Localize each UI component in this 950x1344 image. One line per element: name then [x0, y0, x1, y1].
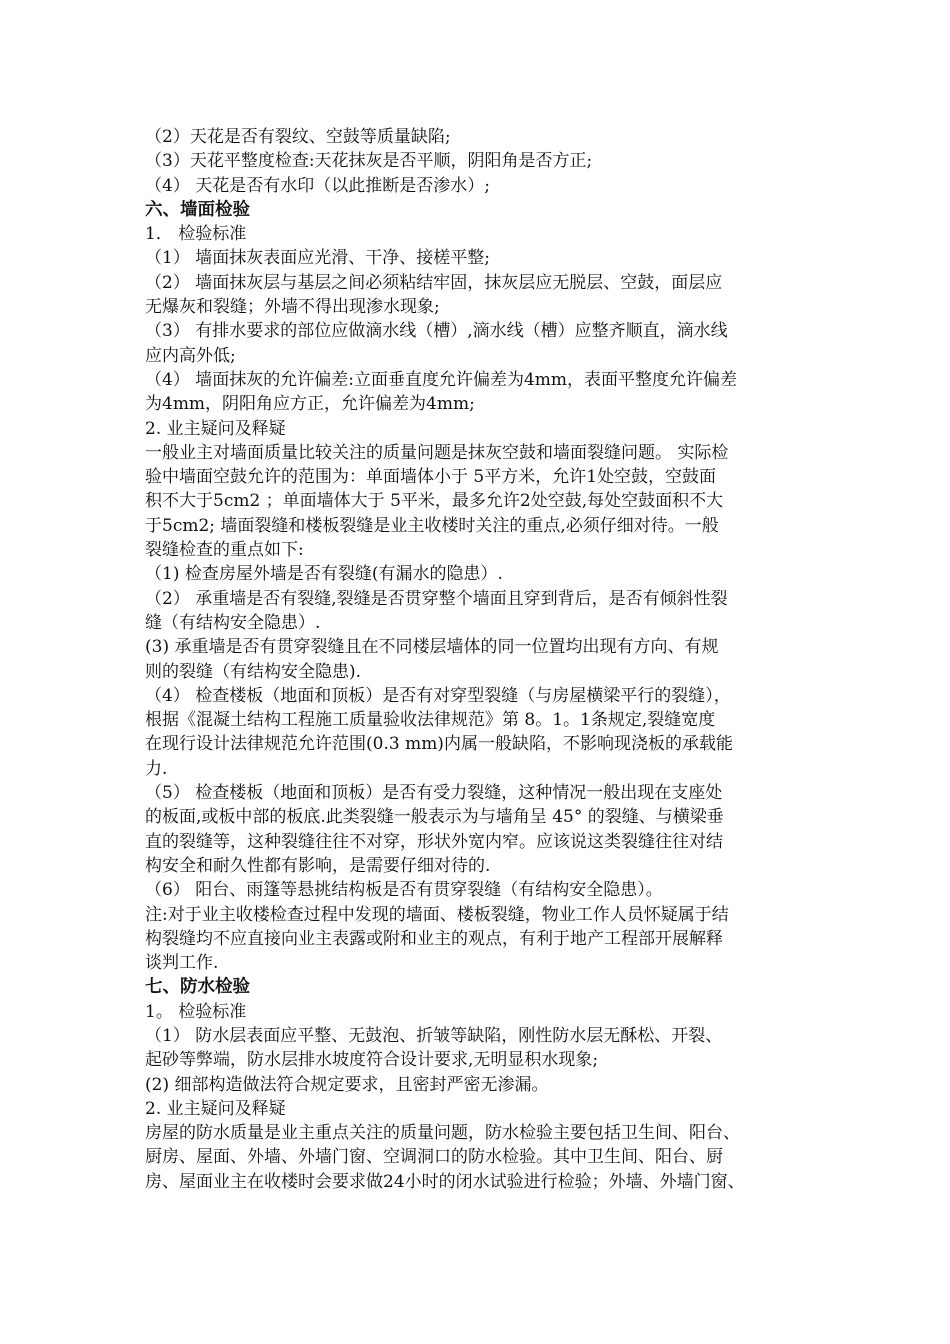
text-line: 房屋的防水质量是业主重点关注的质量问题，防水检验主要包括卫生间、阳台、	[145, 1123, 740, 1144]
text-line: 于5cm2; 墙面裂缝和楼板裂缝是业主收楼时关注的重点,必须仔细对待。一般	[145, 515, 719, 536]
text-line: （1） 防水层表面应平整、无鼓泡、折皱等缺陷，刚性防水层无酥松、开裂、	[145, 1025, 723, 1046]
text-line: 1。 检验标准	[145, 1001, 247, 1022]
text-line: 2. 业主疑问及释疑	[145, 1098, 286, 1119]
text-line: 裂缝检查的重点如下:	[145, 540, 304, 561]
text-line: 起砂等弊端，防水层排水坡度符合设计要求,无明显积水现象;	[145, 1050, 599, 1071]
text-line: 缝（有结构安全隐患）.	[145, 612, 321, 633]
text-line: （4） 墙面抹灰的允许偏差:立面垂直度允许偏差为4mm，表面平整度允许偏差	[145, 369, 738, 390]
text-line: 应内高外低;	[145, 345, 236, 366]
text-line: 构裂缝均不应直接向业主表露或附和业主的观点，有利于地产工程部开展解释	[145, 928, 723, 949]
text-line: 验中墙面空鼓允许的范围为：单面墙体小于 5平方米，允许1处空鼓，空鼓面	[145, 467, 717, 488]
text-line: （3） 有排水要求的部位应做滴水线（槽）,滴水线（槽）应整齐顺直，滴水线	[145, 321, 728, 342]
text-line: （4） 检查楼板（地面和顶板）是否有对穿型裂缝（与房屋横梁平行的裂缝），	[145, 685, 731, 706]
text-line: 2. 业主疑问及释疑	[145, 418, 286, 439]
text-line: 1． 检验标准	[145, 224, 247, 245]
text-line: （2） 承重墙是否有裂缝,裂缝是否贯穿整个墙面且穿到背后，是否有倾斜性裂	[145, 588, 728, 609]
text-line: 注:对于业主收楼检查过程中发现的墙面、楼板裂缝，物业工作人员怀疑属于结	[145, 904, 729, 925]
text-line: 的板面,或板中部的板底.此类裂缝一般表示为与墙角呈 45° 的裂缝、与横梁垂	[145, 807, 724, 828]
text-line: 房、屋面业主在收楼时会要求做24小时的闭水试验进行检验；外墙、外墙门窗、	[145, 1171, 745, 1192]
text-line: （5） 检查楼板（地面和顶板）是否有受力裂缝，这种情况一般出现在支座处	[145, 783, 723, 804]
text-line: （6） 阳台、雨篷等悬挑结构板是否有贯穿裂缝（有结构安全隐患）。	[145, 880, 663, 901]
text-line: 则的裂缝（有结构安全隐患).	[145, 661, 362, 682]
section-heading: 六、墙面检验	[145, 199, 250, 220]
text-line: 力.	[145, 758, 168, 779]
text-line: 厨房、屋面、外墙、外墙门窗、空调洞口的防水检验。其中卫生间、阳台、厨	[145, 1147, 723, 1168]
section-heading: 七、防水检验	[145, 977, 250, 998]
text-line: 为4mm，阴阳角应方正，允许偏差为4mm;	[145, 394, 475, 415]
text-line: 无爆灰和裂缝；外墙不得出现渗水现象;	[145, 297, 440, 318]
text-line: 一般业主对墙面质量比较关注的质量问题是抹灰空鼓和墙面裂缝问题。 实际检	[145, 442, 729, 463]
text-line: 在现行设计法律规范允许范围(0.3 mm)内属一般缺陷，不影响现浇板的承载能	[145, 734, 733, 755]
text-line: 构安全和耐久性都有影响，是需要仔细对待的.	[145, 855, 491, 876]
text-line: （4） 天花是否有水印（以此推断是否渗水）;	[145, 175, 490, 196]
document-page	[145, 125, 815, 1194]
text-line: 根据《混凝土结构工程施工质量验收法律规范》第 8。1。1条规定,裂缝宽度	[145, 710, 716, 731]
text-line: 积不大于5cm2 ；单面墙体大于 5平米，最多允许2处空鼓,每处空鼓面积不大	[145, 491, 724, 512]
text-line: （3）天花平整度检查:天花抹灰是否平顺，阴阳角是否方正;	[145, 151, 593, 172]
text-line: 谈判工作.	[145, 953, 219, 974]
text-line: （1) 检查房屋外墙是否有裂缝(有漏水的隐患）.	[145, 564, 503, 585]
text-line: （2）天花是否有裂纹、空鼓等质量缺陷;	[145, 127, 451, 147]
text-line: 直的裂缝等，这种裂缝往往不对穿，形状外宽内窄。应该说这类裂缝往往对结	[145, 831, 723, 852]
text-line: （2） 墙面抹灰层与基层之间必须粘结牢固，抹灰层应无脱层、空鼓，面层应	[145, 272, 723, 293]
text-line: （1） 墙面抹灰表面应光滑、干净、接槎平整;	[145, 248, 490, 269]
text-line: (3) 承重墙是否有贯穿裂缝且在不同楼层墙体的同一位置均出现有方向、有规	[145, 637, 719, 658]
text-line: (2) 细部构造做法符合规定要求，且密封严密无渗漏。	[145, 1074, 549, 1095]
